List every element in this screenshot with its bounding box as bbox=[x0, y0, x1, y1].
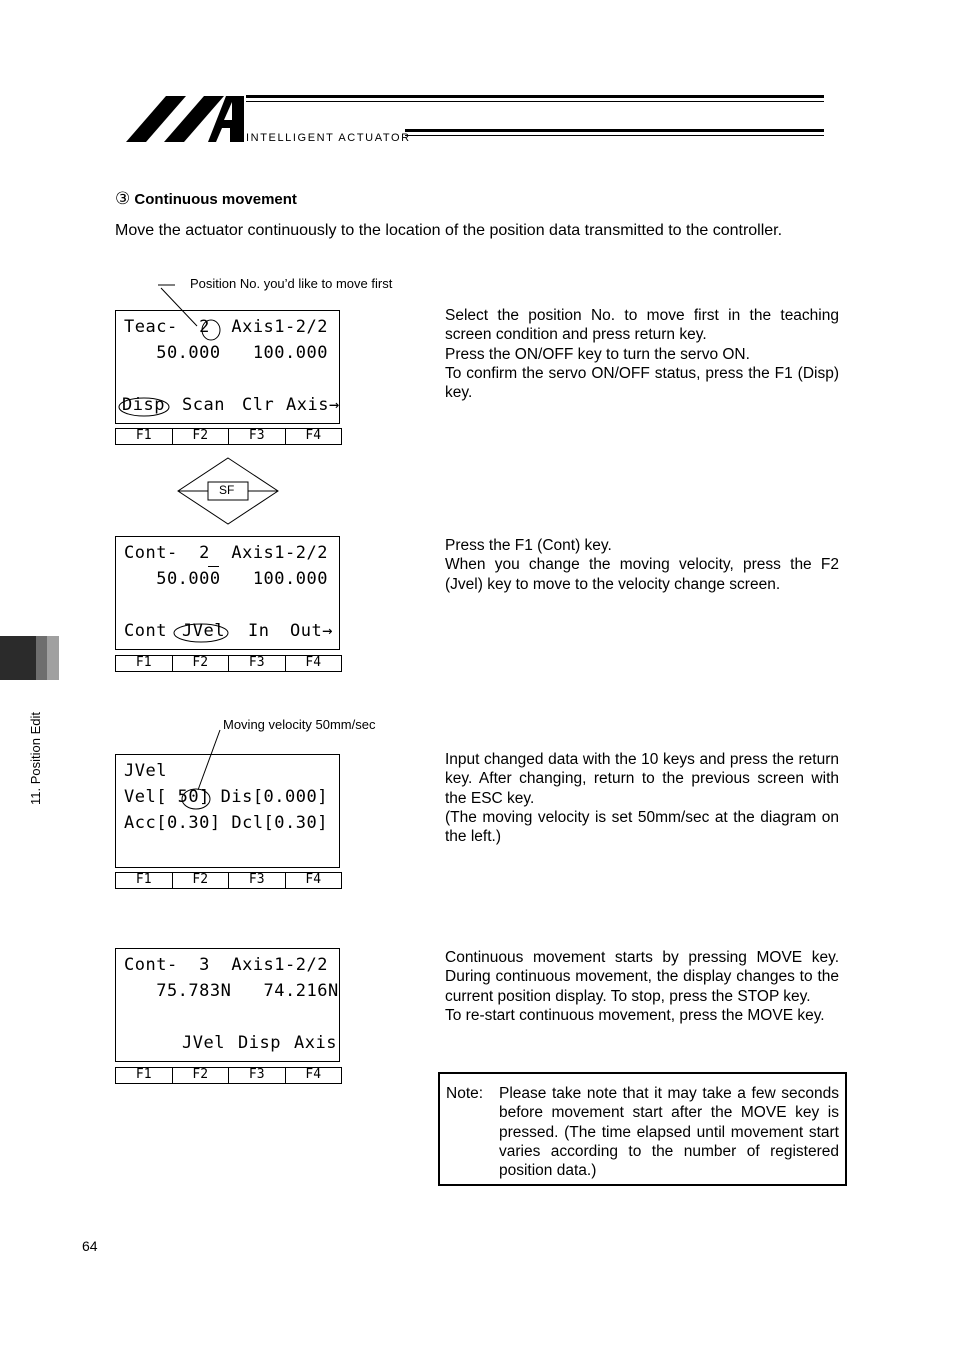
f3-key: F3 bbox=[229, 429, 286, 444]
description-2: Press the F1 (Cont) key. When you change the moving velocity, press the F2 (Jvel) key to move to the velocity change screen. bbox=[445, 537, 839, 593]
description-3: Input changed data with the 10 keys and press the return key. After changing, return to the previous screen with the ESC key. (The moving velocity is set 50mm/sec at the diagram on the left.) bbox=[445, 751, 839, 846]
note-label: Note: bbox=[446, 1085, 484, 1102]
lcd-menu-in: In bbox=[248, 621, 270, 641]
lcd-menu-disp: Disp bbox=[122, 395, 165, 415]
highlight-circle bbox=[180, 787, 212, 811]
f3-key: F3 bbox=[229, 873, 286, 888]
f3-key: F3 bbox=[229, 1068, 286, 1083]
header-rule-top bbox=[246, 95, 824, 98]
f1-key: F1 bbox=[116, 873, 173, 888]
f2-key: F2 bbox=[173, 429, 230, 444]
lcd-line-3: Acc[0.30] Dcl[0.30] bbox=[124, 813, 328, 833]
f4-key: F4 bbox=[305, 655, 322, 670]
f4-key: F4 bbox=[305, 1067, 322, 1082]
section-title-text: Continuous movement bbox=[134, 191, 297, 208]
note-box bbox=[438, 1072, 847, 1186]
lcd-line-2: 50.000 100.000 bbox=[124, 343, 328, 363]
underline bbox=[208, 566, 219, 567]
section-number: ③ bbox=[115, 189, 131, 208]
highlight-circle bbox=[200, 318, 222, 342]
f2-key: F2 bbox=[173, 873, 230, 888]
f1-key: F1 bbox=[116, 1068, 173, 1083]
sf-key-label: SF bbox=[219, 483, 235, 497]
f1-key: F1 bbox=[116, 656, 173, 671]
chapter-side-label: 11. Position Edit bbox=[28, 712, 43, 805]
chapter-side-tab bbox=[0, 636, 59, 680]
lcd-menu-axis: Axis bbox=[294, 1033, 337, 1053]
note-text: Please take note that it may take a few seconds before movement start after the MOVE key is pressed. (The time elapsed until movement start varies according to the number of registered position data.) bbox=[499, 1085, 839, 1180]
lcd-menu-clr: Clr bbox=[242, 395, 275, 415]
lcd-menu-scan: Scan bbox=[182, 395, 225, 415]
lcd-menu-cont: Cont bbox=[124, 621, 167, 641]
f3-key: F3 bbox=[229, 656, 286, 671]
lcd-menu-out: Out→ bbox=[290, 621, 333, 641]
f2-key: F2 bbox=[173, 656, 230, 671]
highlight-circle bbox=[172, 621, 230, 645]
description-1: Select the position No. to move first in the teaching screen condition and press return key. Press the ON/OFF key to turn the servo ON. To confirm the servo ON/OFF status, press the F1 (Disp) key. bbox=[445, 307, 839, 402]
header-rule-top-thin bbox=[246, 101, 824, 102]
function-keys bbox=[115, 428, 342, 445]
lcd-menu-axis: Axis→ bbox=[286, 395, 340, 415]
lcd-line-2: Vel[ 50] Dis[0.000] bbox=[124, 787, 328, 807]
f4-key: F4 bbox=[305, 872, 322, 887]
header-rule-bottom bbox=[405, 129, 824, 132]
lcd-menu-jvel: JVel bbox=[182, 1033, 225, 1053]
lcd-screen-teach bbox=[115, 310, 340, 424]
intro-text: Move the actuator continuously to the location of the position data transmitted to the controller. bbox=[115, 222, 783, 239]
lcd-menu-jvel: JVel bbox=[182, 621, 225, 641]
description-4: Continuous movement starts by pressing MOVE key. During continuous movement, the display changes to the current position display. To stop, press the STOP key. To re-start continuous movement, press the MOVE key. bbox=[445, 949, 839, 1024]
lcd-screen-cont-running bbox=[115, 948, 340, 1062]
page-number: 64 bbox=[82, 1238, 98, 1254]
lcd-line-1: Cont- 3 Axis1-2/2 bbox=[124, 955, 328, 975]
function-keys bbox=[115, 655, 342, 672]
header-rule-bottom-thin bbox=[405, 135, 824, 136]
lcd-line-2: 75.783N 74.216N bbox=[124, 981, 339, 1001]
annotation-moving-velocity: Moving velocity 50mm/sec bbox=[223, 717, 376, 732]
function-keys bbox=[115, 872, 342, 889]
annotation-position-no: Position No. you’d like to move first bbox=[190, 276, 393, 291]
lcd-line-1: Teac- 2 Axis1-2/2 bbox=[124, 317, 328, 337]
lcd-screen-jvel bbox=[115, 754, 340, 868]
f1-key: F1 bbox=[116, 429, 173, 444]
lcd-line-1: JVel bbox=[124, 761, 167, 781]
logo-text: INTELLIGENT ACTUATOR bbox=[246, 132, 411, 144]
lcd-menu-disp: Disp bbox=[238, 1033, 281, 1053]
f2-key: F2 bbox=[173, 1068, 230, 1083]
highlight-circle bbox=[117, 395, 171, 419]
function-keys bbox=[115, 1067, 342, 1084]
lcd-line-1: Cont- 2 Axis1-2/2 bbox=[124, 543, 328, 563]
f4-key: F4 bbox=[305, 428, 322, 443]
lcd-line-2: 50.000 100.000 bbox=[124, 569, 328, 589]
lcd-screen-cont bbox=[115, 536, 340, 650]
iai-logo bbox=[126, 94, 244, 144]
section-title bbox=[115, 189, 297, 209]
